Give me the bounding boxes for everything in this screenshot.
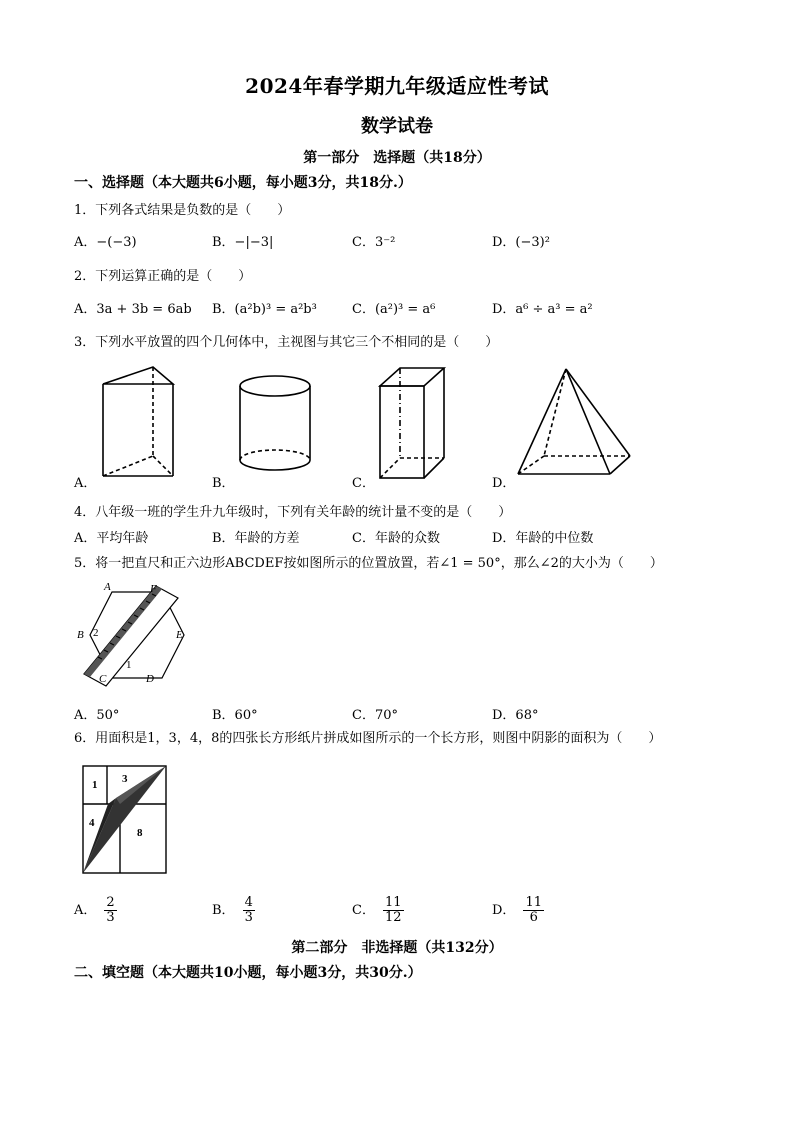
angle-2-label: 2 (93, 627, 99, 639)
q5-option-c[interactable]: C．70° (352, 708, 398, 723)
q3-option-c[interactable]: C． (352, 476, 375, 491)
q1-option-d[interactable]: D．(−3)² (492, 235, 550, 250)
triangular-prism-figure (98, 362, 178, 482)
hexagon-label-e: E (176, 629, 183, 641)
q2-option-b[interactable]: B．(a²b)³ = a²b³ (212, 302, 317, 317)
q2-option-c[interactable]: C．(a²)³ = a⁶ (352, 302, 436, 317)
q6-option-c-letter: C． (352, 902, 375, 918)
q1-option-c[interactable]: C．3⁻² (352, 235, 396, 250)
section2-heading: 二、填空题（本大题共10小题，每小题3分，共30分.） (74, 965, 422, 981)
fraction-numerator: 4 (244, 895, 253, 910)
q5-option-a[interactable]: A．50° (74, 708, 120, 723)
part1-heading: 第一部分 选择题（共18分） (303, 150, 491, 166)
q6-fraction-d (523, 896, 544, 924)
question-4-stem: 4．八年级一班的学生升九年级时，下列有关年龄的统计量不变的是（ ） (74, 505, 512, 520)
section1-heading: 一、选择题（本大题共6小题，每小题3分，共18分.） (74, 175, 412, 191)
q4-option-b[interactable]: B．年龄的方差 (212, 531, 300, 546)
fraction-denominator: 6 (529, 909, 538, 925)
cylinder-figure (234, 372, 316, 474)
hexagon-label-f: F (150, 583, 157, 595)
exam-subtitle: 数学试卷 (361, 116, 433, 137)
q4-option-d[interactable]: D．年龄的中位数 (492, 531, 594, 546)
exam-title: 2024年春学期九年级适应性考试 (245, 74, 549, 98)
region-8-label: 8 (137, 827, 143, 839)
fraction-denominator: 3 (106, 909, 115, 925)
part2-heading: 第二部分 非选择题（共132分） (291, 940, 503, 956)
question-1-stem: 1．下列各式结果是负数的是（ ） (74, 203, 291, 218)
q3-option-d[interactable]: D． (492, 476, 516, 491)
fraction-numerator: 11 (384, 895, 402, 910)
q1-option-a[interactable]: A．−(−3) (74, 235, 137, 250)
q6-fraction-a (104, 896, 116, 924)
region-3-label: 3 (122, 773, 128, 785)
fraction-numerator: 11 (525, 895, 542, 910)
rectangular-prism-figure (374, 364, 450, 484)
question-3-stem: 3．下列水平放置的四个几何体中，主视图与其它三个不相同的是（ ） (74, 335, 499, 350)
q5-option-d[interactable]: D．68° (492, 708, 539, 723)
q6-fraction-c (383, 896, 404, 924)
q4-option-c[interactable]: C．年龄的众数 (352, 531, 440, 546)
q3-option-a[interactable]: A． (74, 476, 97, 491)
q5-option-b[interactable]: B．60° (212, 708, 258, 723)
hexagon-ruler-figure (72, 578, 196, 690)
q2-option-a[interactable]: A．3a + 3b = 6ab (74, 302, 192, 317)
question-2-stem: 2．下列运算正确的是（ ） (74, 269, 252, 284)
q6-option-d-letter: D． (492, 902, 516, 918)
fraction-numerator: 2 (106, 895, 115, 910)
hexagon-label-b: B (77, 629, 84, 641)
rectangles-figure (80, 764, 170, 876)
q6-fraction-b (243, 896, 255, 924)
q6-option-a[interactable] (74, 896, 117, 924)
fraction-denominator: 12 (384, 909, 402, 925)
hexagon-label-d: D (146, 673, 154, 685)
fraction-denominator: 3 (244, 909, 253, 925)
q6-option-b-letter: B． (212, 902, 235, 918)
pyramid-figure (512, 364, 636, 482)
q6-option-c[interactable] (352, 896, 404, 924)
angle-1-label: 1 (126, 659, 132, 671)
hexagon-label-c: C (99, 673, 107, 685)
region-1-label: 1 (92, 779, 98, 791)
question-5-stem: 5．将一把直尺和正六边形ABCDEF按如图所示的位置放置，若∠1 = 50°，那么∠2的大小为（ ） (74, 556, 663, 571)
q1-option-b[interactable]: B．−|−3| (212, 235, 274, 250)
question-6-stem: 6．用面积是1，3，4，8的四张长方形纸片拼成如图所示的一个长方形，则图中阴影的面积为（ ） (74, 731, 662, 746)
q6-option-b[interactable] (212, 896, 255, 924)
q4-option-a[interactable]: A．平均年龄 (74, 531, 149, 546)
q6-option-a-letter: A． (74, 902, 97, 918)
region-4-label: 4 (89, 817, 95, 829)
q3-option-b[interactable]: B． (212, 476, 235, 491)
q2-option-d[interactable]: D．a⁶ ÷ a³ = a² (492, 302, 593, 317)
q6-option-d[interactable] (492, 896, 544, 924)
hexagon-label-a: A (104, 581, 111, 593)
